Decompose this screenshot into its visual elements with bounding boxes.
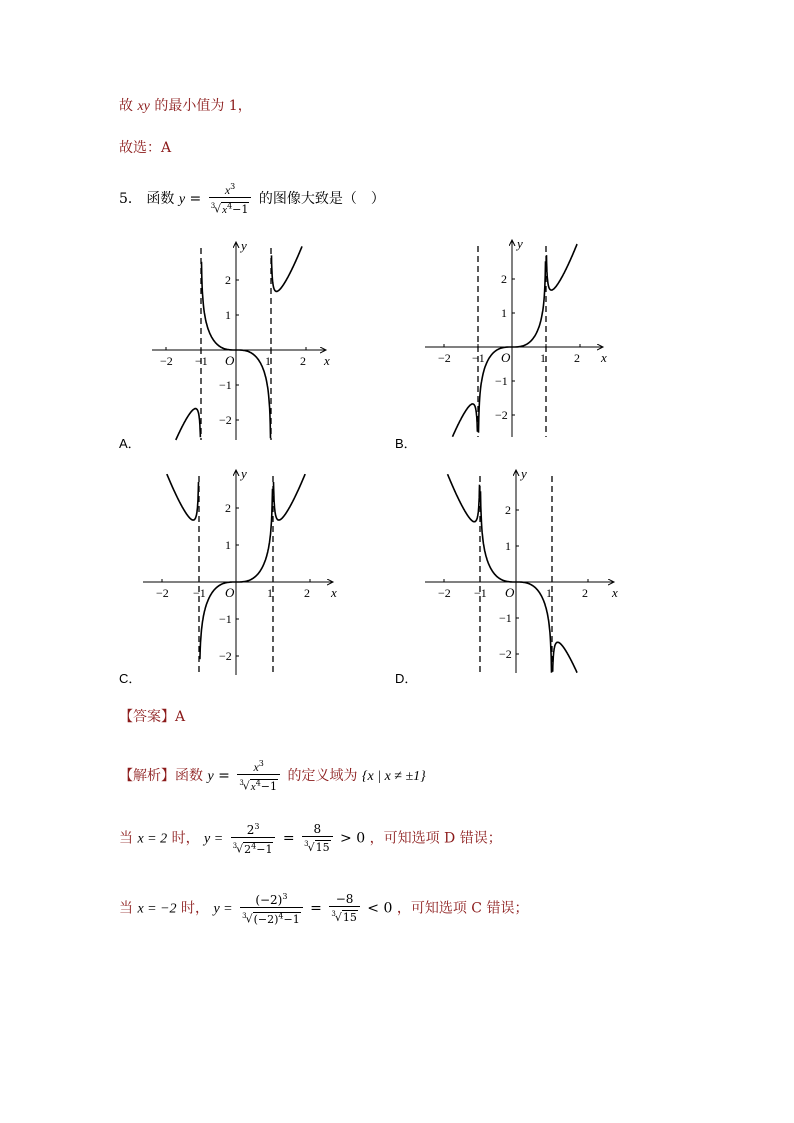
case1-root-idx-2: 3 — [304, 839, 309, 848]
option-b-label[interactable]: B． — [395, 436, 417, 451]
analysis-pre: 函数 — [175, 767, 203, 784]
case2-mid: 时， — [181, 900, 210, 917]
question-func-y: y — [178, 191, 186, 207]
case2-y: y = — [213, 901, 233, 917]
q-radicand-tail: −1 — [232, 202, 249, 216]
y-tick-label: 1 — [225, 538, 231, 552]
curve-branch-right — [547, 244, 578, 290]
x-tick-label: −2 — [438, 586, 451, 600]
y-tick-label: −2 — [219, 413, 232, 427]
y-axis-label: y — [241, 466, 247, 481]
x-tick-label: −2 — [160, 354, 173, 368]
case1-num1: 2 — [246, 823, 255, 837]
answer-value: A — [175, 709, 186, 725]
case2-fraction-1: $\frac{(-2)^3}{^3√(-2)^4-1}$ — [240, 890, 303, 927]
x-tick-label: 2 — [574, 351, 580, 365]
case1-cond: x = 2 — [137, 831, 168, 847]
x-tick-label: −1 — [474, 586, 487, 600]
case2-num2: −8 — [335, 891, 354, 906]
case2-cond: x = −2 — [137, 901, 177, 917]
q-root-index: 3 — [210, 201, 216, 210]
q-num-x: x — [224, 183, 231, 197]
y-axis-label: y — [517, 236, 523, 251]
case1-num2: 8 — [313, 821, 322, 836]
analysis-func-y: y — [207, 768, 214, 784]
case1-den2: 15 — [315, 840, 330, 854]
origin-label: O — [501, 350, 511, 365]
a-num-x: x — [253, 760, 259, 774]
graph-b — [425, 236, 607, 437]
answer-tag: 【答案】 — [119, 709, 175, 725]
question-pre: 函数 — [146, 190, 175, 207]
x-tick-label: −1 — [195, 354, 208, 368]
graph-a — [152, 238, 330, 440]
case1-fraction-1: $\frac{2^3}{^3√2^4-1}$ — [231, 820, 276, 857]
origin-label: O — [505, 585, 515, 600]
analysis-domain: {x | x ≠ ±1} — [361, 768, 426, 784]
x-axis-label: x — [324, 353, 330, 368]
x-tick-label: −1 — [472, 351, 485, 365]
y-axis-label: y — [521, 466, 527, 481]
case2-root-idx-2: 3 — [331, 909, 336, 918]
origin-label: O — [225, 585, 235, 600]
case2-rel: < 0 — [367, 900, 393, 917]
x-tick-label: 2 — [582, 586, 588, 600]
answer-line — [119, 707, 185, 727]
case2-den1-base: (−2) — [253, 912, 279, 926]
x-axis-label: x — [331, 585, 337, 600]
a-root-index: 3 — [239, 778, 244, 787]
curve-branch-left — [176, 409, 201, 440]
y-tick-label: 1 — [501, 306, 507, 320]
y-tick-label: −2 — [219, 649, 232, 663]
x-tick-label: 1 — [265, 354, 271, 368]
x-axis-label: x — [612, 585, 618, 600]
case2-den1-exp: 4 — [278, 911, 284, 920]
case2-line — [119, 890, 528, 927]
case1-den1-base: 2 — [244, 842, 252, 856]
case2-root-idx: 3 — [242, 911, 247, 920]
curve-branch-right — [272, 246, 303, 291]
case2-num1-exp: 3 — [282, 892, 288, 901]
origin-label: O — [225, 353, 235, 368]
y-tick-label: −1 — [499, 611, 512, 625]
x-tick-label: 2 — [300, 354, 306, 368]
question-eq: = — [189, 190, 202, 207]
a-radicand-exp: 4 — [255, 778, 261, 787]
option-c-label[interactable]: C． — [119, 671, 142, 686]
x-tick-label: −2 — [156, 586, 169, 600]
case1-pre: 当 — [119, 830, 133, 847]
analysis-line — [119, 757, 426, 795]
option-d-label[interactable]: D． — [395, 671, 418, 686]
curve-branch-left — [453, 404, 478, 437]
curve-branch-left — [448, 474, 480, 522]
y-tick-label: 2 — [225, 501, 231, 515]
analysis-tag: 【解析】 — [119, 767, 175, 784]
case1-mid: 时， — [171, 830, 200, 847]
question-post: 的图像大致是（ ） — [258, 190, 385, 207]
case1-den1-exp: 4 — [251, 841, 257, 850]
case1-eq: = — [282, 830, 295, 847]
case2-den1-tail: −1 — [283, 912, 300, 926]
line1-var: xy — [137, 99, 150, 114]
a-radicand-x: x — [250, 780, 256, 793]
x-tick-label: 2 — [304, 586, 310, 600]
y-tick-label: 2 — [501, 272, 507, 286]
case2-fraction-2: $\frac{-8}{^3√15}$ — [329, 892, 359, 925]
y-tick-label: −2 — [499, 647, 512, 661]
line1-text-b: 的最小值为 1， — [154, 98, 252, 114]
q-radicand-x: x — [222, 203, 228, 216]
y-tick-label: 1 — [225, 308, 231, 322]
case1-root-idx: 3 — [232, 841, 238, 850]
curve-branch-right — [553, 642, 577, 672]
case1-rel: > 0 — [340, 830, 366, 847]
y-tick-label: 1 — [505, 539, 511, 553]
x-tick-label: −2 — [438, 351, 451, 365]
a-radicand-tail: −1 — [260, 779, 277, 793]
graph-c — [143, 466, 337, 675]
y-tick-label: −1 — [495, 374, 508, 388]
case1-post: ，可知选项 D 错误； — [369, 830, 502, 847]
q-radicand-exp: 4 — [227, 201, 233, 210]
case1-num1-exp: 3 — [254, 822, 260, 831]
case2-den2: 15 — [342, 910, 357, 924]
case2-num1: (−2) — [255, 893, 283, 907]
curve-branch-right — [274, 474, 306, 520]
x-tick-label: 1 — [540, 351, 546, 365]
analysis-fraction: $\frac{x^3}{^3√x^4-1}$ — [237, 757, 280, 795]
x-axis-label: x — [601, 350, 607, 365]
line1-text-a: 故 — [119, 98, 133, 114]
curve-branch-left — [167, 474, 199, 520]
y-tick-label: −2 — [495, 408, 508, 422]
question-fraction: $\frac{x^3}{^3√x^4-1}$ — [209, 180, 252, 218]
analysis-post: 的定义域为 — [287, 767, 358, 784]
line2-text: 故选：A — [119, 140, 172, 156]
y-tick-label: −1 — [219, 378, 232, 392]
case1-y: y = — [204, 831, 224, 847]
q-num-exp: 3 — [230, 182, 236, 191]
analysis-eq: = — [218, 767, 230, 784]
case2-pre: 当 — [119, 900, 133, 917]
x-tick-label: −1 — [193, 586, 206, 600]
case1-den1-tail: −1 — [256, 842, 273, 856]
y-axis-label: y — [241, 238, 247, 253]
y-tick-label: 2 — [505, 503, 511, 517]
y-tick-label: −1 — [219, 612, 232, 626]
y-tick-label: 2 — [225, 273, 231, 287]
case1-fraction-2: $\frac{8}{^3√15}$ — [302, 822, 332, 855]
option-a-label[interactable]: A． — [119, 436, 141, 451]
case2-post: ，可知选项 C 错误； — [396, 900, 529, 917]
case2-eq: = — [310, 900, 322, 917]
case1-line — [119, 820, 502, 857]
graph-d — [425, 466, 618, 673]
x-tick-label: 1 — [267, 586, 273, 600]
question-number: 5． — [119, 190, 142, 207]
a-num-exp: 3 — [258, 759, 264, 768]
x-tick-label: 1 — [546, 586, 552, 600]
